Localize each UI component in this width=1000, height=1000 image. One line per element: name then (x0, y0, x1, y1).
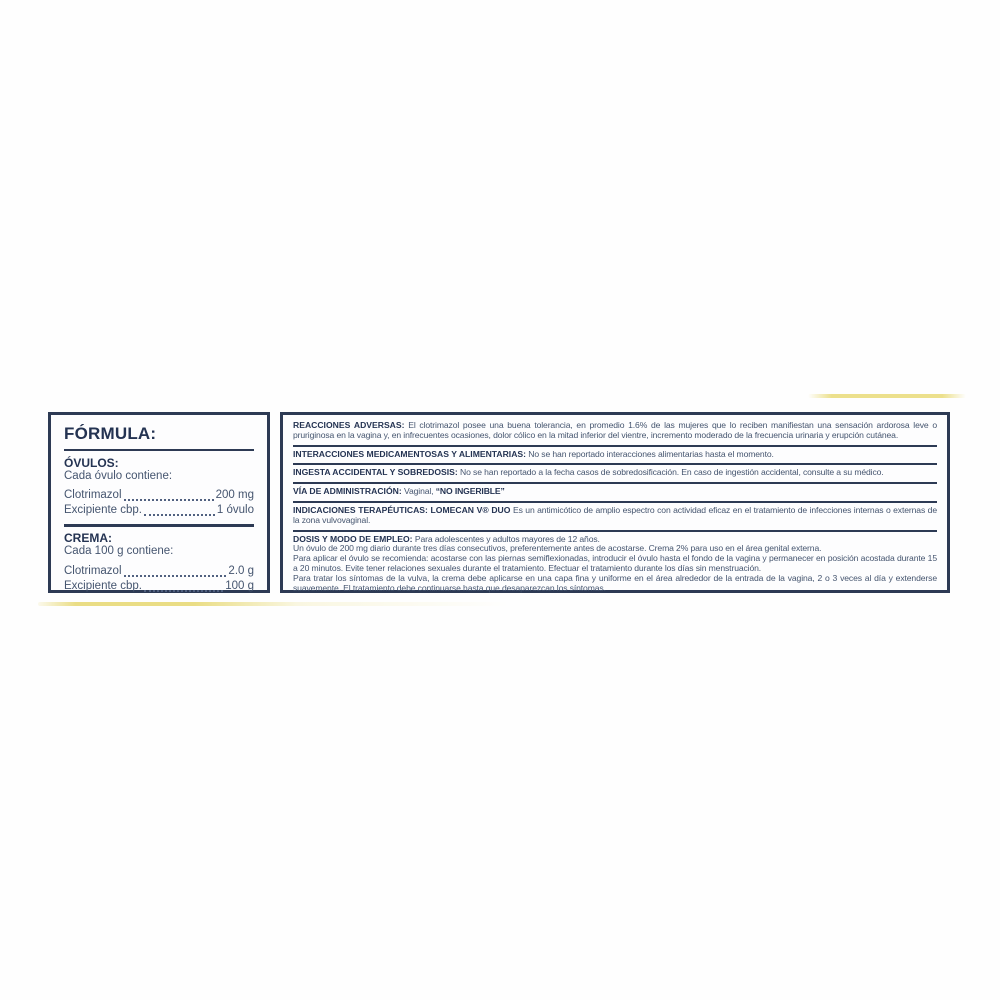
section-reacciones-adversas (293, 418, 937, 447)
divider (64, 524, 254, 527)
ingredient-label: Excipiente cbp. (64, 504, 142, 517)
ingredient-row (64, 488, 254, 503)
print-registration-mark-top (808, 394, 966, 398)
section-indicaciones (293, 503, 937, 532)
formula-panel (48, 412, 270, 593)
section-heading: CREMA: (64, 531, 112, 546)
section-body: Es un antimicótico de amplio espectro con actividad eficaz en el tratamiento de infecciones internas o externas de la zona vulvovaginal. (293, 504, 937, 525)
information-panel (280, 412, 950, 593)
section-subheading: Cada óvulo contiene: (64, 470, 173, 483)
print-registration-mark-bottom (38, 602, 510, 606)
ingredient-row (64, 579, 254, 594)
ingredient-row (64, 564, 254, 579)
ingredient-value: 2.0 g (228, 564, 254, 577)
section-body: Vaginal, (403, 486, 436, 497)
dosis-paragraph: Un óvulo de 200 mg diario durante tres días consecutivos, preferentemente antes de acostarse. Crema 2% para uso en el área genital externa. (293, 543, 822, 554)
ingredient-value: 1 óvulo (216, 504, 254, 517)
ingredient-label: Clotrimazol (64, 564, 122, 577)
formula-section-ovulos (64, 457, 254, 518)
section-subheading: Cada 100 g contiene: (64, 545, 174, 558)
section-heading: INGESTA ACCIDENTAL Y SOBREDOSIS: (293, 467, 458, 478)
formula-title: FÓRMULA: (64, 424, 157, 443)
divider (64, 449, 254, 451)
dot-leader (124, 499, 214, 501)
section-heading: VÍA DE ADMINISTRACIÓN: (293, 486, 402, 497)
section-heading: INTERACCIONES MEDICAMENTOSAS Y ALIMENTARIAS: (293, 448, 526, 459)
section-heading: DOSIS Y MODO DE EMPLEO: (293, 533, 413, 544)
section-body: Para adolescentes y adultos mayores de 12 años. (414, 533, 600, 544)
section-body: El clotrimazol posee una buena tolerancia, en promedio 1.6% de las mujeres que lo reciben manifiestan una sensación ardorosa leve o pruriginosa en la vagina y, en infrecuentes ocasiones, dolor cólico en la mitad inferior del vientre, incremento moderado de la frecuencia urinaria y erupción cutánea. (293, 420, 937, 440)
ingredient-label: Clotrimazol (64, 489, 122, 502)
ingredient-value: 200 mg (215, 489, 254, 502)
section-body: No se han reportado interacciones alimentarias hasta el momento. (528, 448, 774, 459)
dot-leader (124, 575, 227, 577)
formula-section-crema (64, 532, 254, 593)
dot-leader (144, 590, 223, 592)
section-interacciones (293, 447, 937, 466)
ingredient-label: Excipiente cbp. (64, 579, 142, 592)
ingredient-value: 100 g (225, 579, 254, 592)
section-heading: ÓVULOS: (64, 456, 119, 470)
no-ingerible-warning: “NO INGERIBLE” (435, 486, 505, 497)
section-body: No se han reportado a la fecha casos de sobredosificación. En caso de ingestión accidental, consulte a su médico. (460, 467, 884, 478)
section-heading: REACCIONES ADVERSAS: (293, 420, 405, 430)
dosis-paragraph: Para tratar los síntomas de la vulva, la crema debe aplicarse en una capa fina y uniforme en el área alrededor de la entrada de la vagina, 2 o 3 veces al día y extenderse suavemente. El tratamiento debe continuarse hasta que desaparezcan los síntomas. (293, 572, 937, 593)
dot-leader (144, 514, 215, 516)
section-dosis (293, 532, 937, 598)
section-via-administracion (293, 484, 937, 503)
dosis-paragraph: Para aplicar el óvulo se recomienda: acostarse con las piernas semiflexionadas, introducir el óvulo hasta el fondo de la vagina y permanecer en posición acostada durante 15 a 20 minutos. Evite tener relaciones sexuales durante el tratamiento. Efectuar el tratamiento durante los días sin menstruación. (293, 553, 937, 573)
section-heading: INDICACIONES TERAPÉUTICAS: LOMECAN V® DUO (293, 504, 511, 515)
ingredient-row (64, 503, 254, 518)
section-ingesta-accidental (293, 465, 937, 484)
